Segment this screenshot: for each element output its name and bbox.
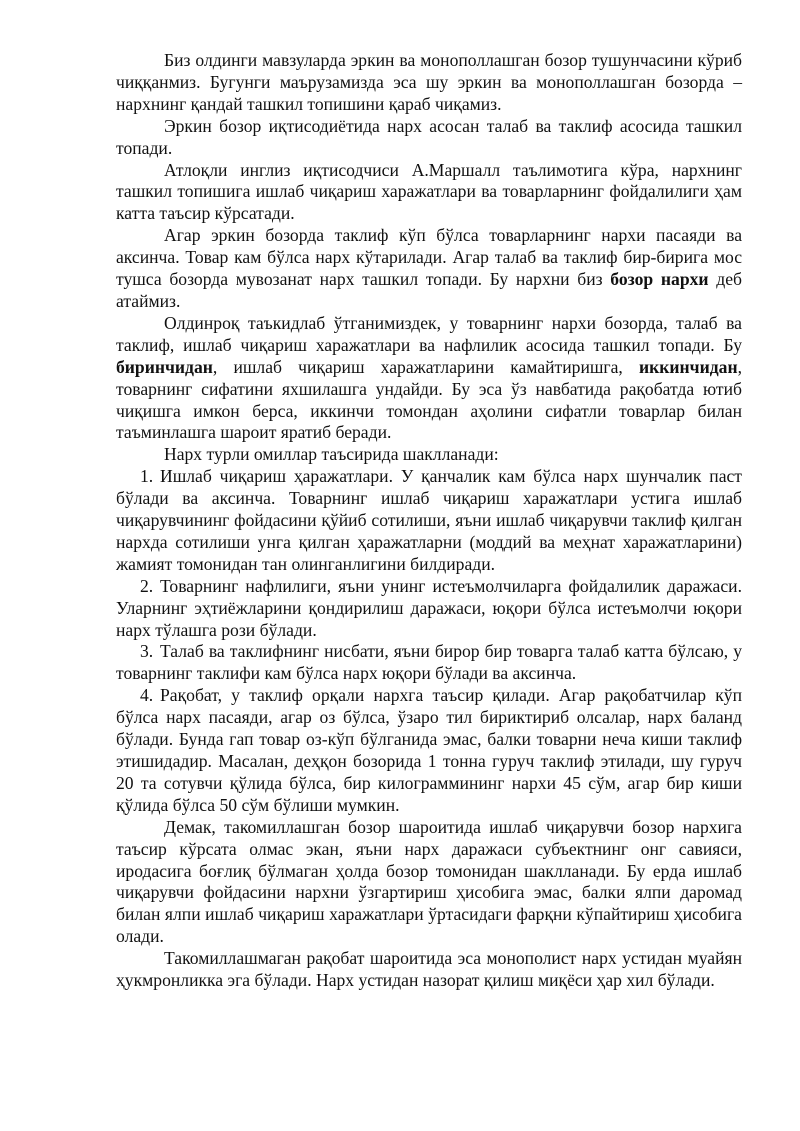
list-item-number: 1. xyxy=(140,466,154,487)
list-item-text: Товарнинг нафлилиги, яъни унинг истеъмолчиларга фойдалилик даражаси. Уларнинг эҳтиёжларини қондирилиш даражаси, юқори бўлса истеъмолчи юқори нарх тўлашга рози бўлади. xyxy=(116,575,742,640)
paragraph-monopoly: Такомиллашмаган рақобат шароитида эса монополист нарх устидан муайян ҳукмронликка эга бўлади. Нарх устидан назорат қилиш миқёси ҳар хил бўлади. xyxy=(116,948,742,991)
paragraph-marshall: Атлоқли инглиз иқтисодчиси А.Маршалл таълимотига кўра, нархнинг ташкил топишига ишлаб чиқариш харажатлари ва товарларнинг фойдалилиги ҳам катта таъсир кўрсатади. xyxy=(116,159,742,224)
factors-list xyxy=(116,466,742,817)
list-item xyxy=(116,685,742,816)
list-item-number: 4. xyxy=(140,685,154,706)
paragraph-competition-tail: , товарнинг сифатини яхшилашга ундайди. Бу эса ўз навбатида рақобатда ютиб чиқишга имкон берса, иккинчи томондан аҳолини сифатли товарлар билан таъминлашга шароит яратиб беради. xyxy=(116,356,742,443)
paragraph-competition-mid: , ишлаб чиқариш харажатларини камайтиришга, xyxy=(212,356,639,377)
paragraph-market-price-tail: деб атаймиз. xyxy=(116,269,742,311)
paragraph-market-price-text: Агар эркин бозорда таклиф кўп бўлса товарларнинг нархи пасаяди ва аксинча. Товар кам бўлса нарх кўтарилади. Агар талаб ва таклиф бир-бирига мос тушса бозорда мувозанат нарх ташкил топади. Бу нархни биз xyxy=(116,225,742,290)
paragraph-conclusion: Демак, такомиллашган бозор шароитида ишлаб чиқарувчи бозор нархига таъсир кўрсата олмас экан, яъни нарх даражаси субъектнинг онг савияси, иродасига боғлиқ бўлмаган ҳолда бозор томонидан шаклланади. Бу ерда ишлаб чиқарувчи фойдасини нархни ўзгартириш ҳисобига эмас, балки ялпи даромад билан ялпи ишлаб чиқариш харажатлари ўртасидаги фарқни кўпайтириш ҳисобига олади. xyxy=(116,816,742,947)
list-item xyxy=(116,641,742,685)
paragraph-competition-effects xyxy=(116,313,742,444)
list-item-number: 3. xyxy=(140,641,154,662)
list-item-text: Рақобат, у таклиф орқали нархга таъсир қилади. Агар рақобатчилар кўп бўлса нарх пасаяди, агар оз бўлса, ўзаро тил бириктириб олсалар, нарх баланд бўлади. Бунда гап товар оз-кўп бўлганида эмас, балки товарни неча киши таклиф этишидадир. Масалан, деҳқон бозорида 1 тонна гуруч таклиф этилади, шу гуруч 20 та сотувчи қўлида бўлса, бир килограммининг нархи 45 сўм, агар бир киши қўлида бўлса 50 сўм бўлиши мумкин. xyxy=(116,685,742,815)
list-item-text: Ишлаб чиқариш ҳаражатлари. У қанчалик кам бўлса нарх шунчалик паст бўлади ва аксинча. Товарнинг ишлаб чиқариш харажатлари устига ишлаб чиқарувчининг фойдасини қўйиб сотилиши, яъни ишлаб чиқарувчи таклиф қилган нархда сотилиши унга қилган ҳаражатларни (моддий ва меҳнат харажатларини) жамият томонидан тан олинганлигини билдиради. xyxy=(116,466,742,574)
paragraph-free-market: Эркин бозор иқтисодиётида нарх асосан талаб ва таклиф асосида ташкил топади. xyxy=(116,115,742,158)
term-firstly: биринчидан xyxy=(116,356,213,377)
paragraph-factors-heading: Нарх турли омиллар таъсирида шаклланади: xyxy=(164,444,499,465)
list-item-text: Талаб ва таклифнинг нисбати, яъни бирор бир товарга талаб катта бўлсаю, у товарнинг таклифи кам бўлса нарх юқори бўлади ва аксинча. xyxy=(116,641,742,684)
term-market-price: бозор нархи xyxy=(610,269,709,290)
list-item xyxy=(116,576,742,642)
paragraph-intro: Биз олдинги мавзуларда эркин ва монополлашган бозор тушунчасини кўриб чиққанмиз. Бугунги маърузамизда эса шу эркин ва монополлашган бозорда – нархнинг қандай ташкил топишини қараб чиқамиз. xyxy=(116,50,742,114)
paragraph-market-price xyxy=(116,225,742,313)
paragraph-competition-text: Олдинроқ таъкидлаб ўтганимиздек, у товарнинг нархи бозорда, талаб ва таклиф, ишлаб чиқариш харажатлари ва нафлилик асосида ташкил топади. Бу xyxy=(116,312,742,355)
list-item-number: 2. xyxy=(140,575,154,596)
list-item xyxy=(116,466,742,576)
term-secondly: иккинчидан xyxy=(639,356,738,377)
